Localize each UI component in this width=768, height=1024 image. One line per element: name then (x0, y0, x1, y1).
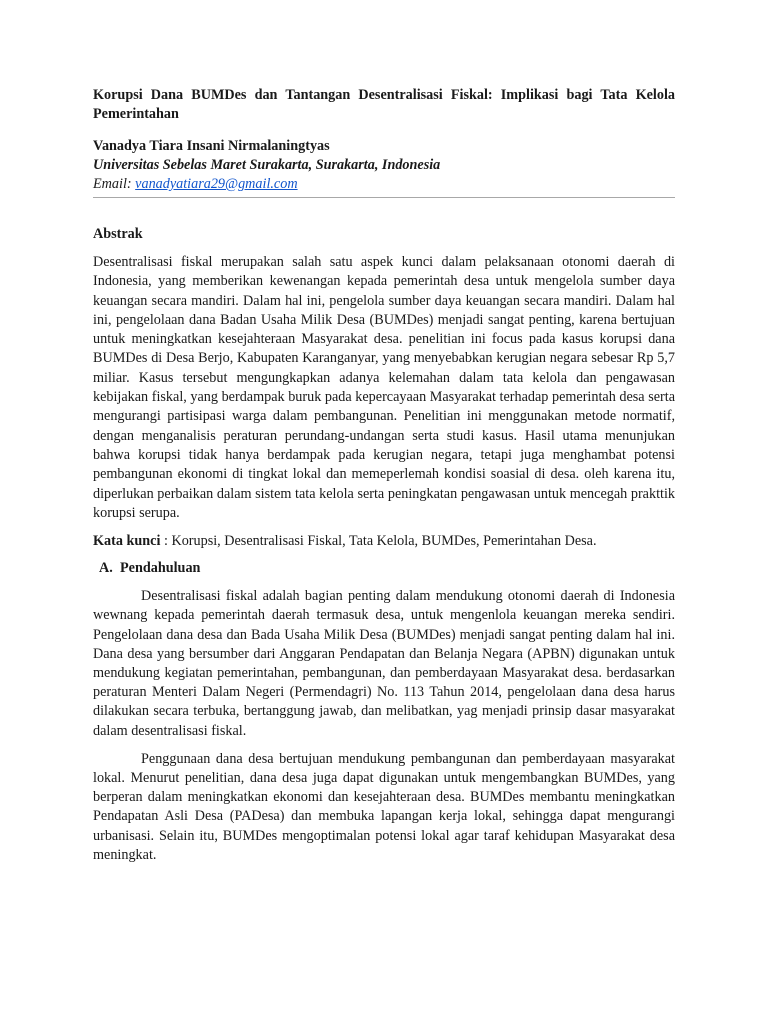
keywords-line (93, 532, 675, 551)
author-name: Vanadya Tiara Insani Nirmalaningtyas (93, 138, 330, 154)
intro-paragraph-1: Desentralisasi fiskal adalah bagian penting dalam mendukung otonomi daerah di Indonesia wewnang kepada pemerintah daerah termasuk desa, untuk mengenlola keuangan mereka sendiri. Pengelolaan dana desa dan Bada Usaha Milik Desa (BUMDes) menjadi sangat penting dalam hal ini. Dana desa yang bersumber dari Anggaran Pendapatan dan Belanja Negara (APBN) digunakan untuk mendukung kegiatan pemerintahan, pembangunan, dan pemberdayaan Masyarakat desa. berdasarkan peraturan Menteri Dalam Negeri (Permendagri) No. 113 Tahun 2014, pengelolaan dana desa harus dilakukan secara terbuka, bertanggung jawab, dan melibatkan, yag menjadi prinsip dasar masyarakat dalam desentralisasi fiskal. (93, 588, 675, 739)
keywords-separator: : (160, 533, 172, 550)
section-a-title: Pendahuluan (120, 560, 201, 577)
header-divider (93, 197, 675, 198)
paper-title: Korupsi Dana BUMDes dan Tantangan Desentralisasi Fiskal: Implikasi bagi Tata Kelola Pemerintahan (93, 87, 675, 122)
author-email-line (93, 175, 675, 194)
abstract-text: Desentralisasi fiskal merupakan salah satu aspek kunci dalam pelaksanaan otonomi daerah di Indonesia, yang memberikan kewenangan kepada pemerintah desa untuk mengelola sumber daya keuangan secara mandiri. Dalam hal ini, pengelola sumber daya keuangan secara mandiri. Dalam hal ini, pengelolaan dana Badan Usaha Milik Desa (BUMDes) menjadi sangat penting, karena bertujuan untuk meningkatkan kesejahteraan Masyarakat desa. penelitian ini focus pada kasus korupsi dana BUMDes di Desa Berjo, Kabupaten Karanganyar, yang menyebabkan kerugian negara sebesar Rp 5,7 miliar. Kasus tersebut mengungkapkan adanya kelemahan dalam tata kelola dan pengawasan kebijakan fiskal, yang berdampak buruk pada kepercayaan Masyarakat terhadap pemerintah desa serta mengurangi partisipasi warga dalam pembangunan. Penelitian ini menggunakan metode normatif, dengan menganalisis peraturan perundang-undangan serta studi kasus. Hasil utama menunjukan bahwa korupsi tidak hanya berdampak pada kerugian negara, tetapi juga menghambat potensi pembangunan ekonomi di tingkat lokal dan memeperlemah kondisi soasial di desa. oleh karena itu, diperlukan perbaikan dalam sistem tata kelola serta peningkatan pengawasan untuk mencegah prakttik korupsi serupa. (93, 254, 675, 521)
email-label: Email: (93, 176, 136, 192)
email-link[interactable]: vanadyatiara29@gmail.com (135, 176, 298, 192)
keywords-text: Korupsi, Desentralisasi Fiskal, Tata Kelola, BUMDes, Pemerintahan Desa. (171, 533, 597, 550)
section-a-heading (99, 559, 675, 578)
keywords-label: Kata kunci (93, 533, 161, 550)
section-a-number: A. (99, 560, 113, 577)
document-page (93, 86, 675, 865)
abstract-heading: Abstrak (93, 226, 143, 242)
author-affiliation: Universitas Sebelas Maret Surakarta, Surakarta, Indonesia (93, 157, 441, 173)
intro-paragraph-2: Penggunaan dana desa bertujuan mendukung pembangunan dan pemberdayaan masyarakat lokal. Menurut penelitian, dana desa juga dapat digunakan untuk mengembangkan BUMDes, yang berperan dalam meningkatkan ekonomi dan kesejahteraan desa. BUMDes membantu meningkatkan Pendapatan Asli Desa (PADesa) dan membuka lapangan kerja lokal, sehingga dapat mengurangi urbanisasi. Selain itu, BUMDes mengoptimalan potensi lokal agar taraf kehidupan Masyarakat desa meningkat. (93, 750, 675, 863)
